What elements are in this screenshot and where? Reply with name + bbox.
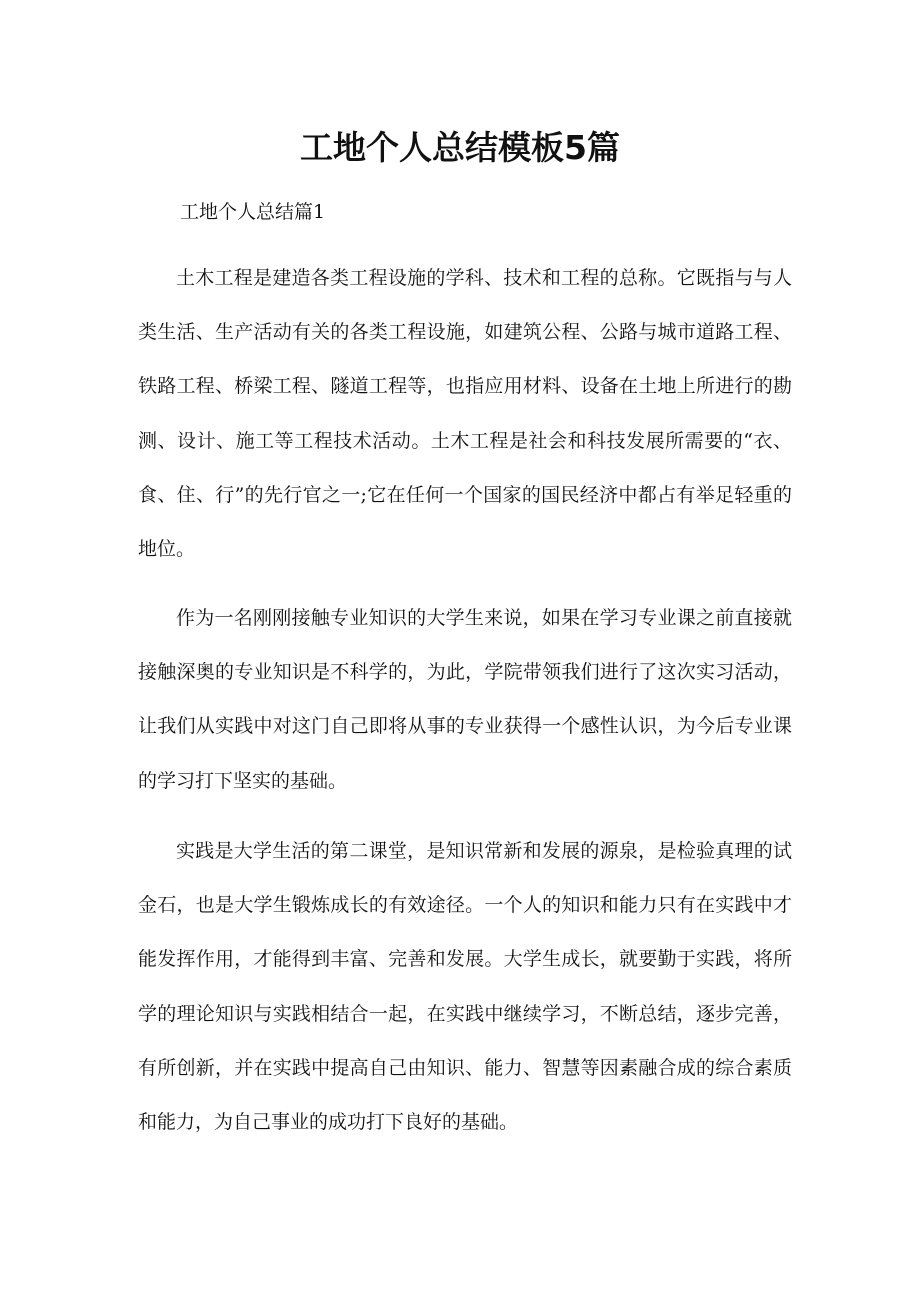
paragraph-2: 作为一名刚刚接触专业知识的大学生来说，如果在学习专业课之前直接就接触深奥的专业知识是不科学的，为此，学院带领我们进行了这次实习活动，让我们从实践中对这门自己即将从事的专业获得一个感性认识，为今后专业课的学习打下坚实的基础。 [138, 607, 792, 792]
paragraph-3: 实践是大学生活的第二课堂，是知识常新和发展的源泉，是检验真理的试金石，也是大学生锻炼成长的有效途径。一个人的知识和能力只有在实践中才能发挥作用，才能得到丰富、完善和发展。大学生成长，就要勤于实践，将所学的理论知识与实践相结合一起，在实践中继续学习，不断总结，逐步完善，有所创新，并在实践中提高自己由知识、能力、智慧等因素融合成的综合素质和能力，为自己事业的成功打下良好的基础。 [138, 840, 792, 1134]
document-title: 工地个人总结模板5篇 [300, 128, 620, 167]
paragraph-1: 土木工程是建造各类工程设施的学科、技术和工程的总称。它既指与与人类生活、生产活动有关的各类工程设施，如建筑公程、公路与城市道路工程、铁路工程、桥梁工程、隧道工程等，也指应用材料、设备在土地上所进行的勘测、设计、施工等工程技术活动。土木工程是社会和科技发展所需要的“衣、食、住、行”的先行官之一;它在任何一个国家的国民经济中都占有举足轻重的地位。 [138, 267, 792, 561]
section-heading: 工地个人总结篇1 [180, 201, 326, 223]
